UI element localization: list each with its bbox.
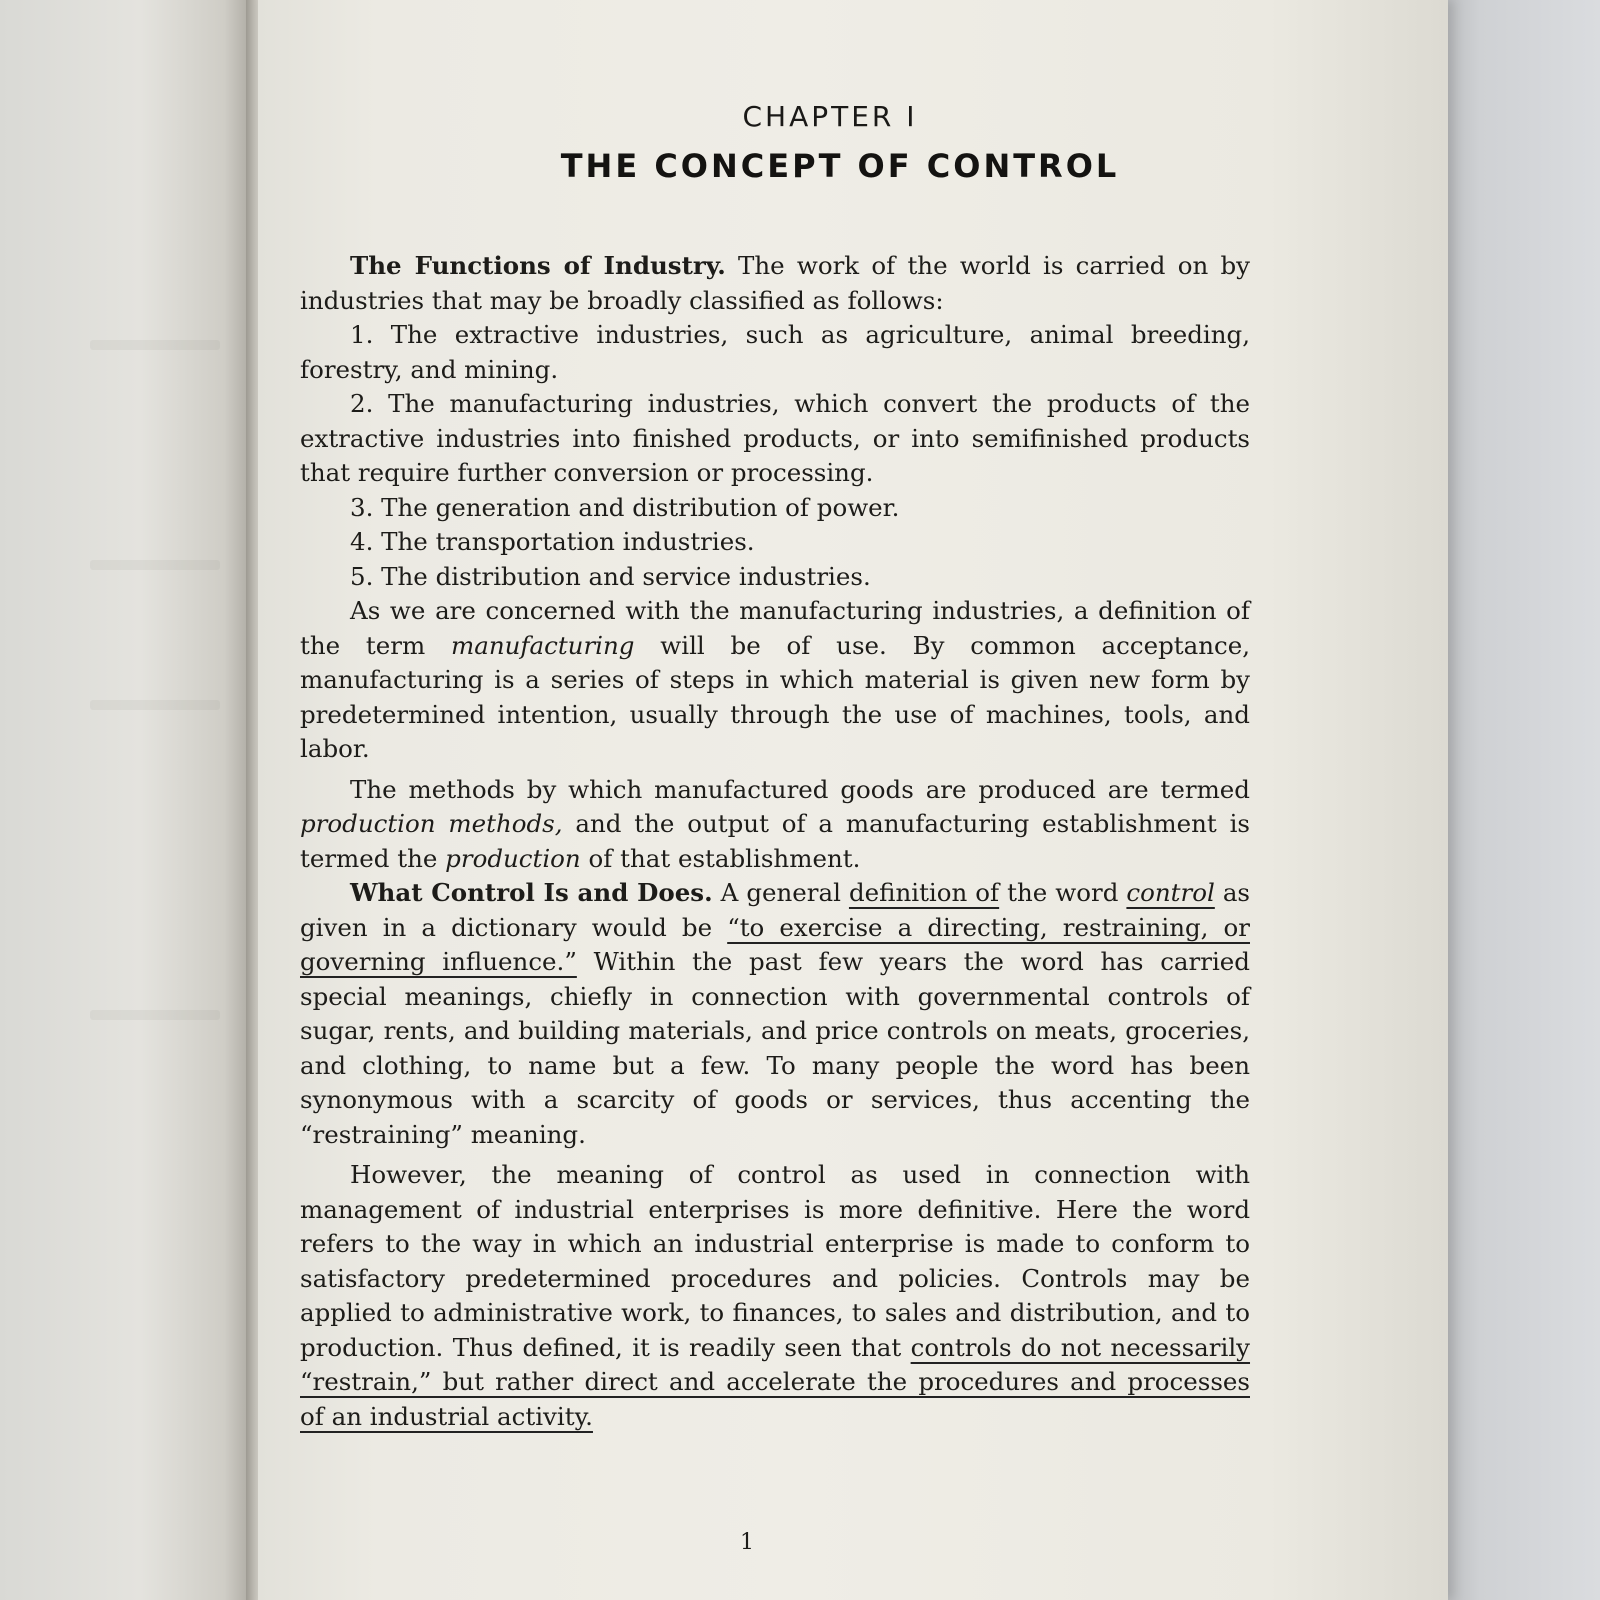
pen-underline-definition: definition of [848,878,1000,907]
pen-underline-quote: “to exercise a directing, restraining, or governing influence.” [300,912,1250,976]
text-run: Within the past few years the word has carried special meanings, chiefly in connection with governmental controls of sugar, rents, and building materials, and price controls on meats, groceries, and clothing, to name but a few. To many people the word has been synonymous with a scarcity of goods or services, thus accenting the “restraining” meaning. [300,947,1250,1149]
bleed-through-line [90,560,220,570]
chapter-title: THE CONCEPT OF CONTROL [560,147,1120,185]
chapter-label: CHAPTER I [742,100,918,133]
text-run: will be of use. By common acceptance, manufacturing is a series of steps in which material is given new form by predetermined intention, usually through the use of machines, tools, and labor. [300,630,1250,763]
bleed-through-line [90,340,220,350]
term-production: production [445,843,581,873]
table-background [1440,0,1600,1600]
text-run: The methods by which manufactured goods are produced are termed [350,774,1250,804]
page-text [300,80,1250,1434]
text-run: the word [999,878,1127,907]
bleed-through-line [90,700,220,710]
list-item: 2. The manufacturing industries, which convert the products of the extractive industries into finished products, or into semifinished products that require further conversion or processing. [300,389,1250,487]
functions-heading: The Functions of Industry. [350,251,726,280]
term-manufacturing: manufacturing [451,630,635,660]
text-run: as given in a dictionary would be [300,878,1250,942]
bleed-through-line [90,1010,220,1020]
text-run: However, the meaning of control as used in connection with management of industrial enterprises is more definitive. Here the word refers to the way in which an industrial enterprise is made to conform to satisfactory predetermined procedures and policies. Controls may be applied to administrative work, to finances, to sales and distribution, and to production. Thus defined, it is readily seen that [300,1160,1250,1362]
term-control: control [1126,878,1215,907]
functions-intro: The work of the world is carried on by industries that may be broadly classified as follows: [300,251,1250,315]
term-production-methods: production methods, [300,809,563,838]
left-page [0,0,255,1600]
pen-underline-conclusion: controls do not necessarily “restrain,” but rather direct and accelerate the procedures and processes of an industrial activity. [300,1332,1251,1431]
manufacturing-paragraph [300,594,1250,767]
list-item: 4. The transportation industries. [350,527,755,556]
text-run: As we are concerned with the manufacturing industries, a definition of the term [300,596,1250,660]
text-run: A general [720,878,849,907]
control-paragraph [300,876,1250,1152]
functions-paragraph [300,249,1250,318]
list-item: 3. The generation and distribution of power. [350,492,900,522]
list-item: 1. The extractive industries, such as agriculture, animal breeding, forestry, and mining. [300,320,1250,384]
control-heading: What Control Is and Does. [350,878,713,907]
text-run: and the output of a manufacturing establishment is termed the [300,809,1250,873]
body-text [300,249,1250,1434]
list-item: 5. The distribution and service industries. [350,561,871,591]
text-run: of that establishment. [580,843,861,873]
page-number: 1 [740,1530,754,1555]
methods-paragraph [300,773,1250,877]
meaning-paragraph [300,1158,1250,1434]
